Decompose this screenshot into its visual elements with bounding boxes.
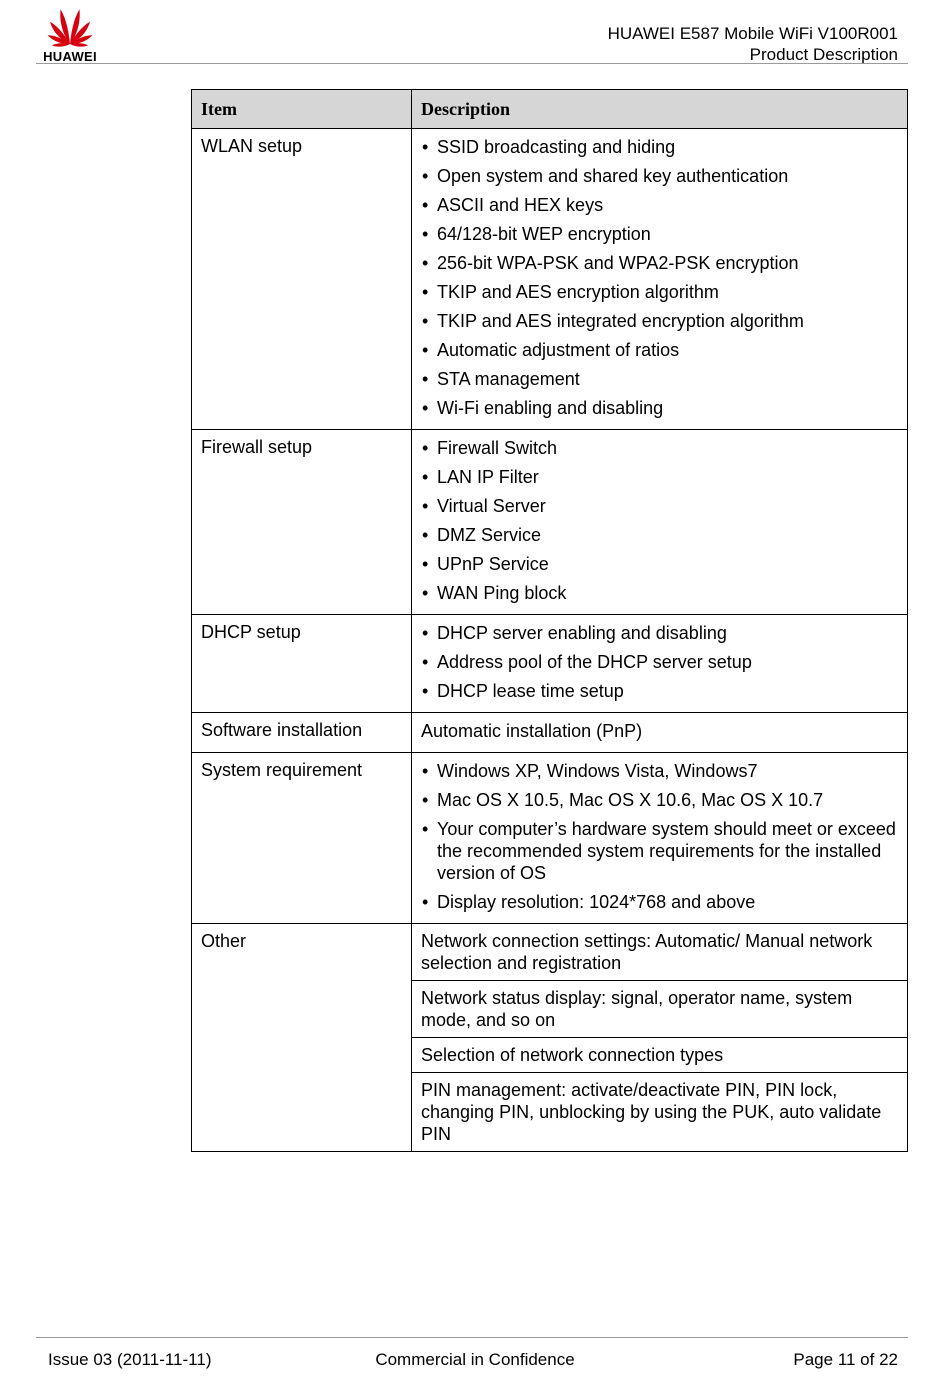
specification-table [191,89,908,1152]
list-item: • LAN IP Filter [421,463,898,492]
footer-divider [36,1337,908,1338]
item-cell: Other [192,924,412,1152]
list-item: • 64/128-bit WEP encryption [421,220,898,249]
footer-confidentiality: Commercial in Confidence [375,1350,575,1369]
list-item: • TKIP and AES integrated encryption algorithm [421,307,898,336]
description-cell [412,713,908,753]
table-row-other [192,924,908,981]
list-item: • Wi-Fi enabling and disabling [421,394,898,423]
list-item: • Windows XP, Windows Vista, Windows7 [421,757,898,786]
footer-page-number: Page 11 of 22 [793,1350,898,1369]
bullet-list [421,619,898,706]
document-title: HUAWEI E587 Mobile WiFi V100R001 [607,24,898,43]
description-cell [412,615,908,713]
document-header [608,23,898,65]
list-item: • SSID broadcasting and hiding [421,133,898,162]
bullet-list [421,133,898,423]
description-cell [412,430,908,615]
description-cell: Network connection settings: Automatic/ Manual network selection and registration [412,924,908,981]
item-cell: DHCP setup [192,615,412,713]
footer-issue: Issue 03 (2011-11-11) [48,1350,212,1369]
description-cell: PIN management: activate/deactivate PIN, PIN lock, changing PIN, unblocking by using the PUK, auto validate PIN [412,1073,908,1152]
description-text: Automatic installation (PnP) [421,721,643,741]
list-item: • WAN Ping block [421,579,898,608]
description-cell: Network status display: signal, operator name, system mode, and so on [412,981,908,1038]
description-cell [412,129,908,430]
table-row-wlan [192,129,908,430]
bullet-list [421,434,898,608]
item-cell: Firewall setup [192,430,412,615]
list-item: • STA management [421,365,898,394]
column-header-description: Description [412,90,908,129]
item-cell: Software installation [192,713,412,753]
list-item: • TKIP and AES encryption algorithm [421,278,898,307]
item-cell: WLAN setup [192,129,412,430]
item-cell: System requirement [192,753,412,924]
list-item: • Virtual Server [421,492,898,521]
list-item: • Automatic adjustment of ratios [421,336,898,365]
list-item: • ASCII and HEX keys [421,191,898,220]
description-cell: Selection of network connection types [412,1038,908,1073]
table-header-row [192,90,908,129]
list-item: • Firewall Switch [421,434,898,463]
list-item: • DMZ Service [421,521,898,550]
list-item: • DHCP server enabling and disabling [421,619,898,648]
document-subtitle: Product Description [749,45,898,64]
header-divider [36,63,908,64]
bullet-list [421,757,898,917]
list-item: • 256-bit WPA-PSK and WPA2-PSK encryption [421,249,898,278]
list-item: • Address pool of the DHCP server setup [421,648,898,677]
table-row-firewall [192,430,908,615]
table-row-dhcp [192,615,908,713]
list-item: • Open system and shared key authentication [421,162,898,191]
list-item: • UPnP Service [421,550,898,579]
list-item: • Display resolution: 1024*768 and above [421,888,898,917]
table-row-system [192,753,908,924]
column-header-item: Item [192,90,412,129]
list-item: • Your computer’s hardware system should meet or exceed the recommended system requirements for the installed version of OS [421,815,898,888]
table-row-software [192,713,908,753]
brand-wordmark: HUAWEI [43,49,97,64]
list-item: • DHCP lease time setup [421,677,898,706]
list-item: • Mac OS X 10.5, Mac OS X 10.6, Mac OS X 10.7 [421,786,898,815]
description-cell [412,753,908,924]
